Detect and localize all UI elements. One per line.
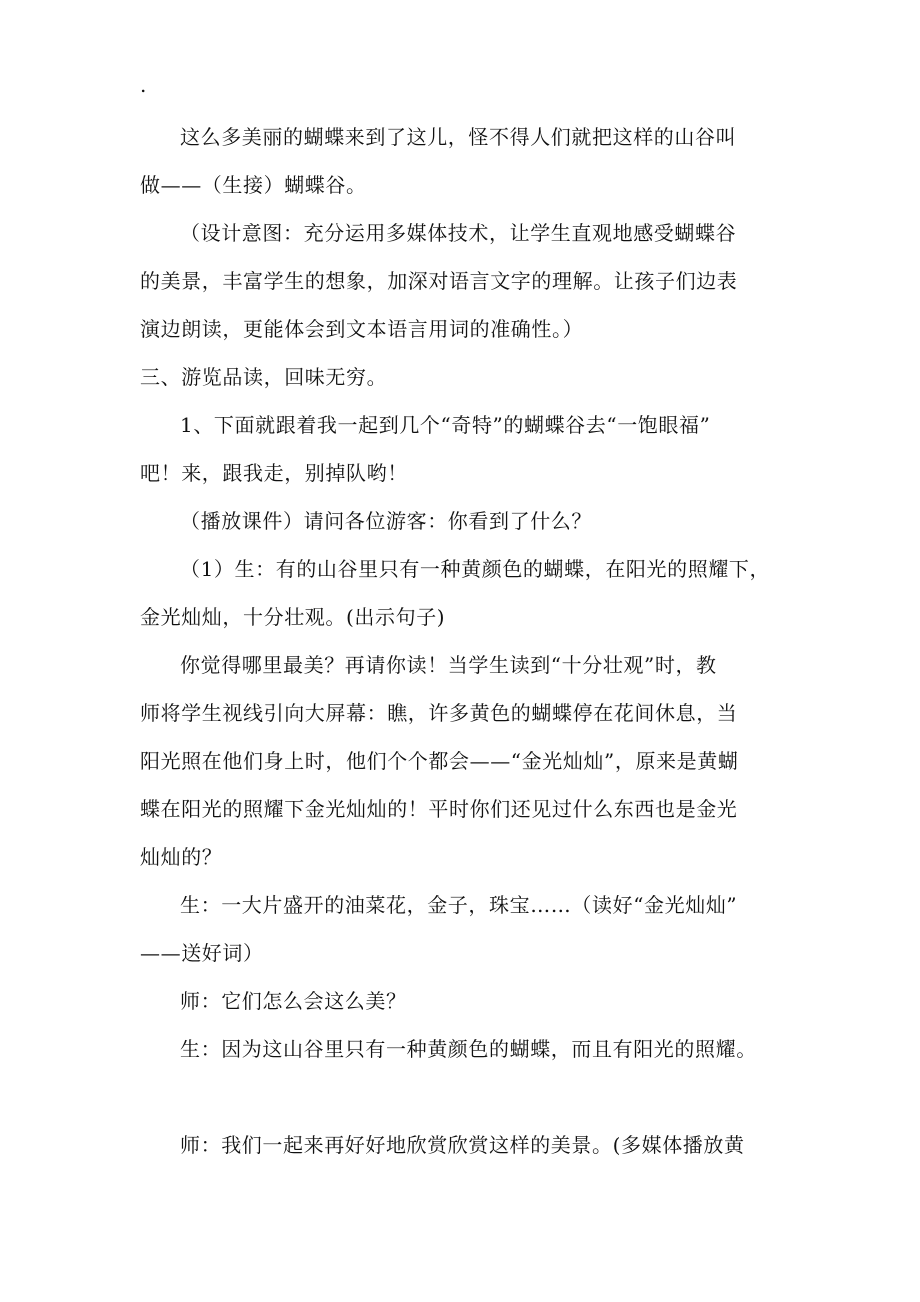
paragraph-line: 做——（生接）蝴蝶谷。 <box>140 173 367 197</box>
paragraph-line: 金光灿灿，十分壮观。(出示句子) <box>140 605 446 629</box>
paragraph-line: 1、下面就跟着我一起到几个“奇特”的蝴蝶谷去“一饱眼福” <box>180 413 711 437</box>
paragraph-line: 生：因为这山谷里只有一种黄颜色的蝴蝶，而且有阳光的照耀。 <box>180 1037 757 1061</box>
design-note-line: 演边朗读，更能体会到文本语言用词的准确性。） <box>140 317 584 341</box>
paragraph-line: 生：一大片盛开的油菜花，金子，珠宝……（读好“金光灿灿” <box>180 893 738 917</box>
page-marker: . <box>140 73 147 97</box>
paragraph-line: 师：它们怎么会这么美？ <box>180 989 407 1013</box>
paragraph-line: 师：我们一起来再好好地欣赏欣赏这样的美景。(多媒体播放黄 <box>180 1133 745 1157</box>
paragraph-line: 师将学生视线引向大屏幕：瞧，许多黄色的蝴蝶停在花间休息，当 <box>140 701 738 725</box>
paragraph-line: 这么多美丽的蝴蝶来到了这儿，怪不得人们就把这样的山谷叫 <box>180 125 737 149</box>
paragraph-line: 灿灿的？ <box>140 845 223 869</box>
paragraph-line: 你觉得哪里最美？再请你读！当学生读到“十分壮观”时，教 <box>180 653 717 677</box>
design-note-line: 的美景，丰富学生的想象，加深对语言文字的理解。让孩子们边表 <box>140 269 738 293</box>
paragraph-line: ——送好词） <box>140 941 264 965</box>
paragraph-line: （1）生：有的山谷里只有一种黄颜色的蝴蝶，在阳光的照耀下， <box>180 557 771 581</box>
design-note-line: （设计意图：充分运用多媒体技术，让学生直观地感受蝴蝶谷 <box>180 221 737 245</box>
paragraph-line: 吧！来，跟我走，别掉队哟！ <box>140 461 408 485</box>
paragraph-line: 蝶在阳光的照耀下金光灿灿的！平时你们还见过什么东西也是金光 <box>140 797 738 821</box>
section-heading: 三、游览品读，回味无穷。 <box>140 365 388 389</box>
paragraph-line: 阳光照在他们身上时，他们个个都会——“金光灿灿”，原来是黄蝴 <box>140 749 739 773</box>
paragraph-line: （播放课件）请问各位游客：你看到了什么？ <box>180 509 592 533</box>
